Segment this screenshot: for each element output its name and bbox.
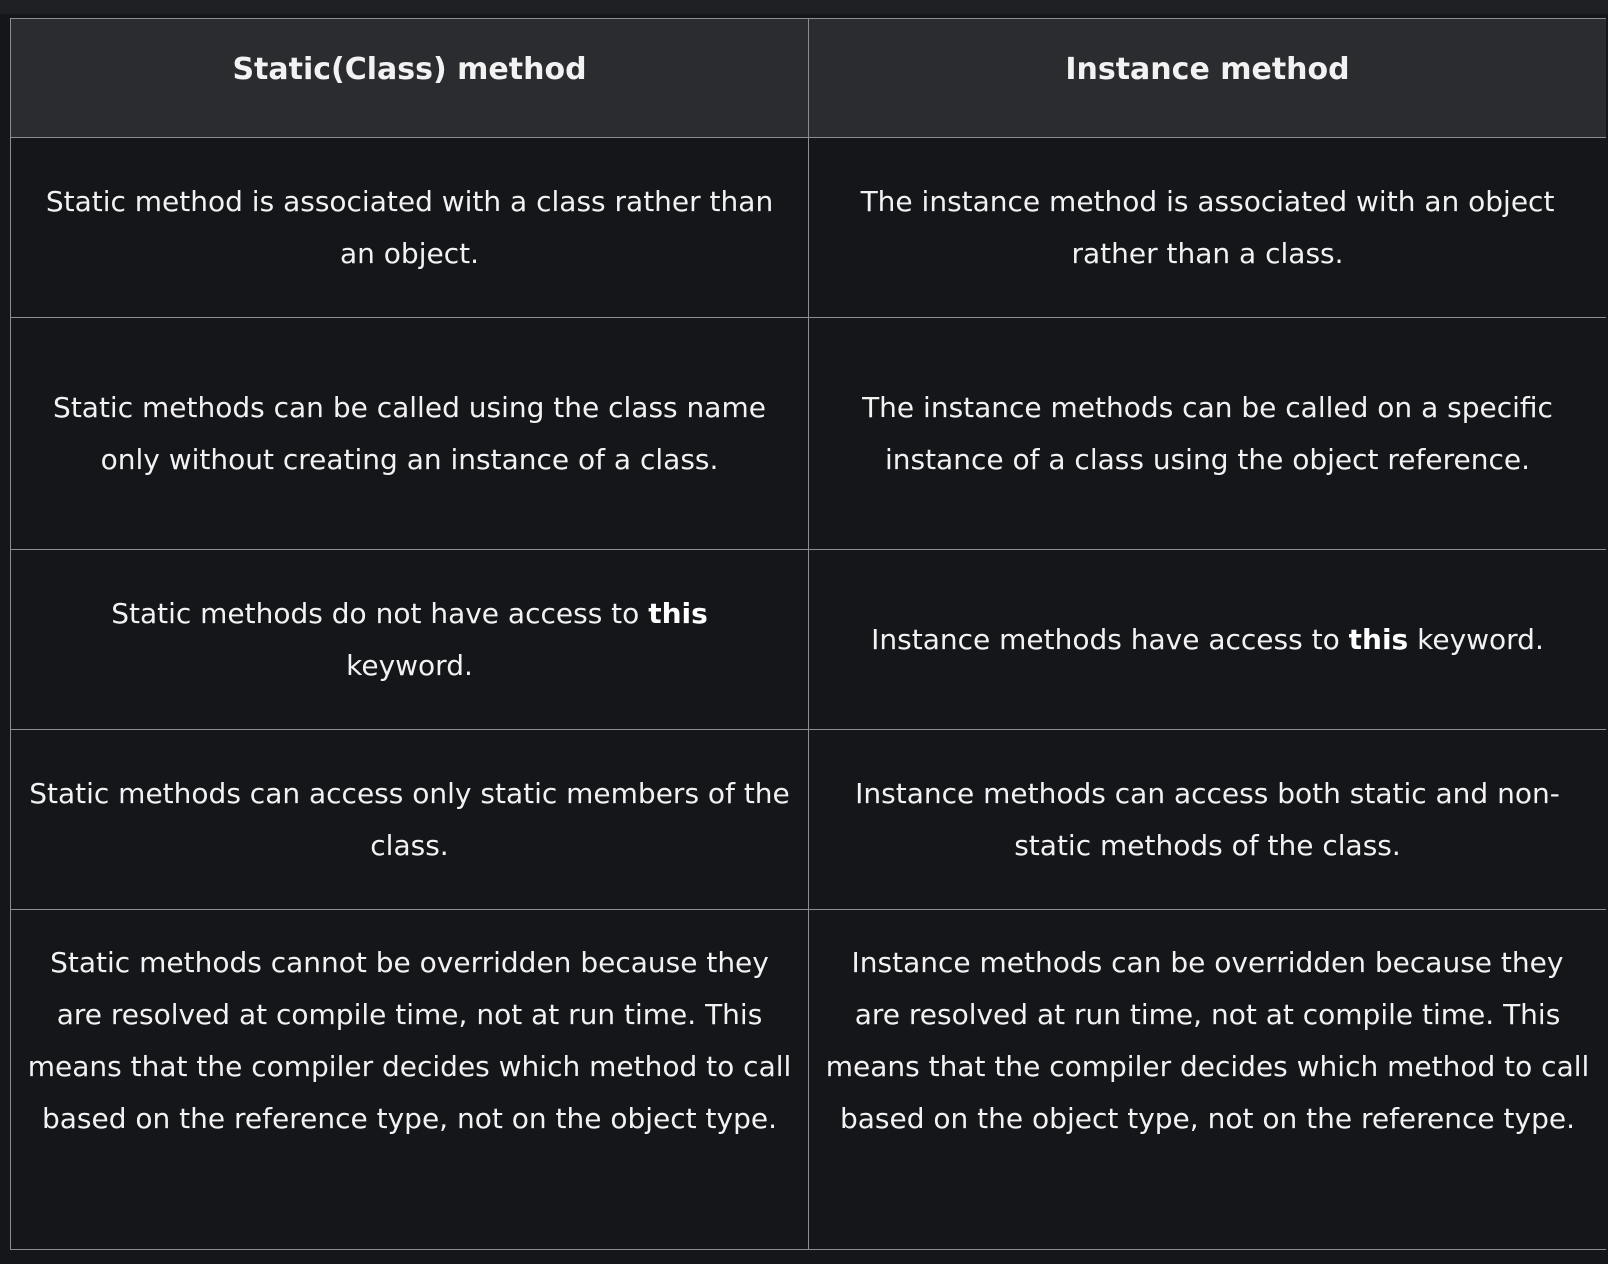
this-keyword: this — [1348, 622, 1409, 656]
this-keyword: this — [648, 596, 708, 630]
instance-cell: Instance methods can be overridden because they are resolved at run time, not at compile time. This means that the compiler decides which method to call based on the object type, not on the reference type. — [809, 910, 1607, 1250]
instance-text-after: keyword. — [1408, 622, 1544, 656]
static-cell: Static method is associated with a class rather than an object. — [11, 138, 809, 318]
instance-cell — [809, 550, 1607, 730]
instance-text-before: Instance methods have access to — [871, 622, 1349, 656]
table-row — [11, 318, 1607, 550]
static-cell: Static methods can access only static members of the class. — [11, 730, 809, 910]
static-cell: Static methods can be called using the class name only without creating an instance of a class. — [11, 318, 809, 550]
header-row — [11, 19, 1607, 138]
static-text-before: Static methods do not have access to — [111, 596, 649, 630]
table-header — [11, 19, 1607, 138]
instance-cell: The instance method is associated with an object rather than a class. — [809, 138, 1607, 318]
header-static-method: Static(Class) method — [11, 19, 809, 138]
table-body — [11, 138, 1607, 1250]
static-cell — [11, 550, 809, 730]
instance-cell: Instance methods can access both static and non-static methods of the class. — [809, 730, 1607, 910]
comparison-table — [10, 18, 1606, 1250]
header-instance-method: Instance method — [809, 19, 1607, 138]
top-strip — [0, 0, 1608, 14]
comparison-table-container — [10, 18, 1606, 1264]
table-row — [11, 910, 1607, 1250]
static-text-after: keyword. — [346, 648, 473, 682]
table-row — [11, 550, 1607, 730]
static-cell: Static methods cannot be overridden because they are resolved at compile time, not at run time. This means that the compiler decides which method to call based on the reference type, not on the object type. — [11, 910, 809, 1250]
table-row — [11, 730, 1607, 910]
table-row — [11, 138, 1607, 318]
instance-cell: The instance methods can be called on a specific instance of a class using the object reference. — [809, 318, 1607, 550]
